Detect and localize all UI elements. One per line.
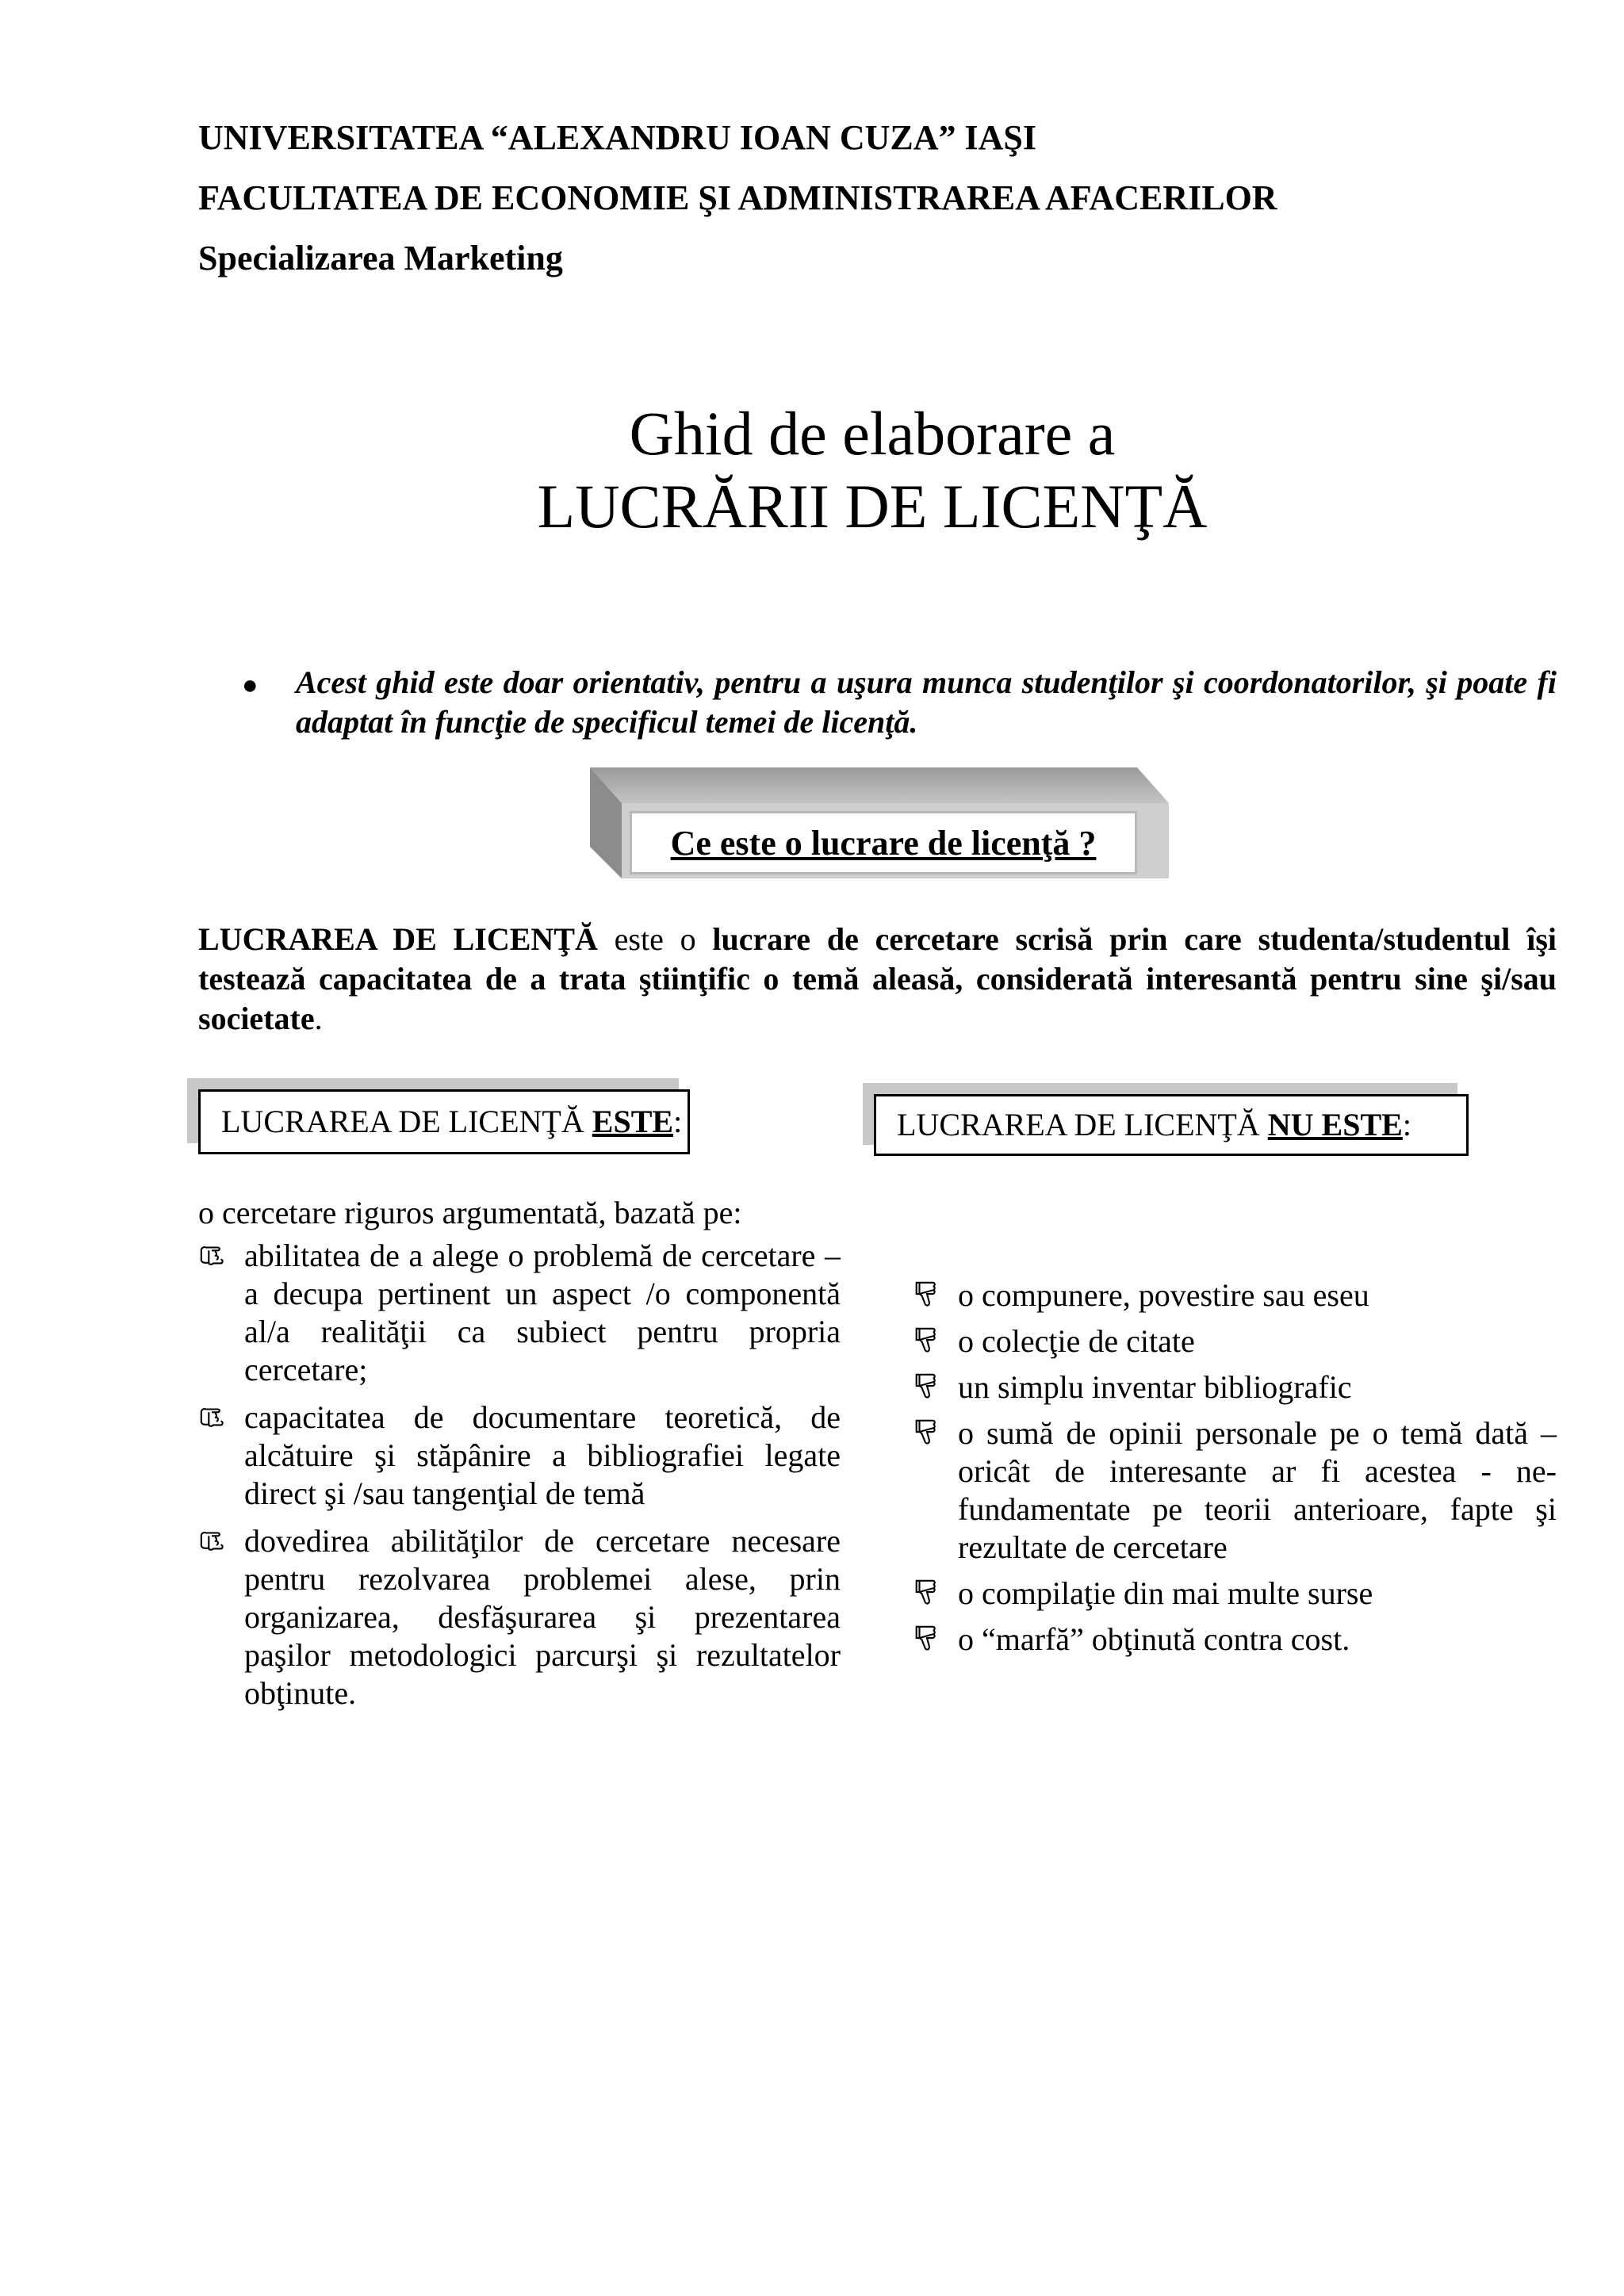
is-box-suffix: : [673,1104,683,1139]
is-not-box-key: NU ESTE [1267,1107,1403,1142]
is-not-item-text: o compunere, povestire sau eseu [958,1277,1369,1313]
is-not-list [912,1276,1557,1667]
list-item [912,1414,1557,1567]
title-line-2: LUCRĂRII DE LICENŢĂ [537,472,1208,541]
orientation-note [242,663,1557,742]
list-item [912,1276,1557,1314]
definition-connector: este o [597,921,713,957]
is-intro: o cercetare riguros argumentată, bazată pe: [198,1195,742,1230]
is-not-item-text: o sumă de opinii personale pe o temă dată – oricât de interesante ar fi acestea - ne-fundamentate pe teorii anterioare, fapte şi rezultate de cercetare [958,1415,1557,1565]
pointing-hand-icon [198,1240,228,1270]
title-line-1: Ghid de elaborare a [629,399,1116,468]
question-box [590,767,1169,878]
is-not-item-text: o colecţie de citate [958,1323,1195,1359]
pointing-hand-icon [198,1402,228,1432]
faculty-name: FACULTATEA DE ECONOMIE ŞI ADMINISTRAREA AFACERILOR [198,178,1277,217]
thumbs-down-icon [912,1372,942,1402]
thumbs-down-icon [912,1624,942,1654]
is-not-item-text: un simplu inventar bibliografic [958,1369,1352,1405]
thumbs-down-icon [912,1578,942,1608]
is-not-box-prefix: LUCRAREA DE LICENŢĂ [897,1107,1268,1142]
is-not-box-suffix: : [1402,1107,1411,1142]
list-item [912,1621,1557,1659]
list-item [198,1522,841,1712]
definition-body: lucrare de cercetare scrisă prin care studenta/studentul îşi testează capacitatea de a trata ştiinţific o temă aleasă, considerată interesantă pentru sine şi/sau societate [198,921,1557,1036]
definition-paragraph [198,920,1557,1039]
is-item-text: capacitatea de documentare teoretică, de alcătuire şi stăpânire a bibliografiei legate direct şi /sau tangenţial de temă [244,1399,841,1511]
is-box-key: ESTE [592,1104,674,1139]
list-item [912,1322,1557,1360]
orientation-note-text: Acest ghid este doar orientativ, pentru a uşura munca studenţilor şi coordonatorilor, şi poate fi adaptat în funcţie de specificul temei de licenţă. [296,664,1557,740]
university-name: UNIVERSITATEA “ALEXANDRU IOAN CUZA” IAŞI [198,118,1036,157]
is-box [198,1089,690,1154]
specialization: Specializarea Marketing [198,239,563,277]
is-box-prefix: LUCRAREA DE LICENŢĂ [221,1104,592,1139]
list-item [198,1237,841,1389]
list-item [912,1575,1557,1613]
list-item [912,1368,1557,1406]
is-not-item-text: o “marfă” obţinută contra cost. [958,1621,1350,1657]
thumbs-down-icon [912,1280,942,1310]
pointing-hand-icon [198,1525,228,1556]
is-not-item-text: o compilaţie din mai multe surse [958,1575,1373,1611]
thumbs-down-icon [912,1418,942,1448]
thumbs-down-icon [912,1326,942,1356]
definition-end: . [314,1001,323,1036]
list-item [198,1399,841,1513]
is-not-box [874,1094,1469,1156]
question-box-label: Ce este o lucrare de licenţă ? [630,811,1137,874]
is-item-text: dovedirea abilităţilor de cercetare necesare pentru rezolvarea problemei alese, prin organizarea, desfăşurarea şi prezentarea paşilor metodologici parcurşi şi rezultatelor obţinute. [244,1523,841,1711]
is-item-text: abilitatea de a alege o problemă de cercetare – a decupa pertinent un aspect /o componentă al/a realităţii ca subiect pentru propria cercetare; [244,1238,841,1387]
is-list [198,1237,841,1722]
bullet-icon: ● [242,671,259,700]
definition-term: LUCRAREA DE LICENŢĂ [198,921,598,957]
